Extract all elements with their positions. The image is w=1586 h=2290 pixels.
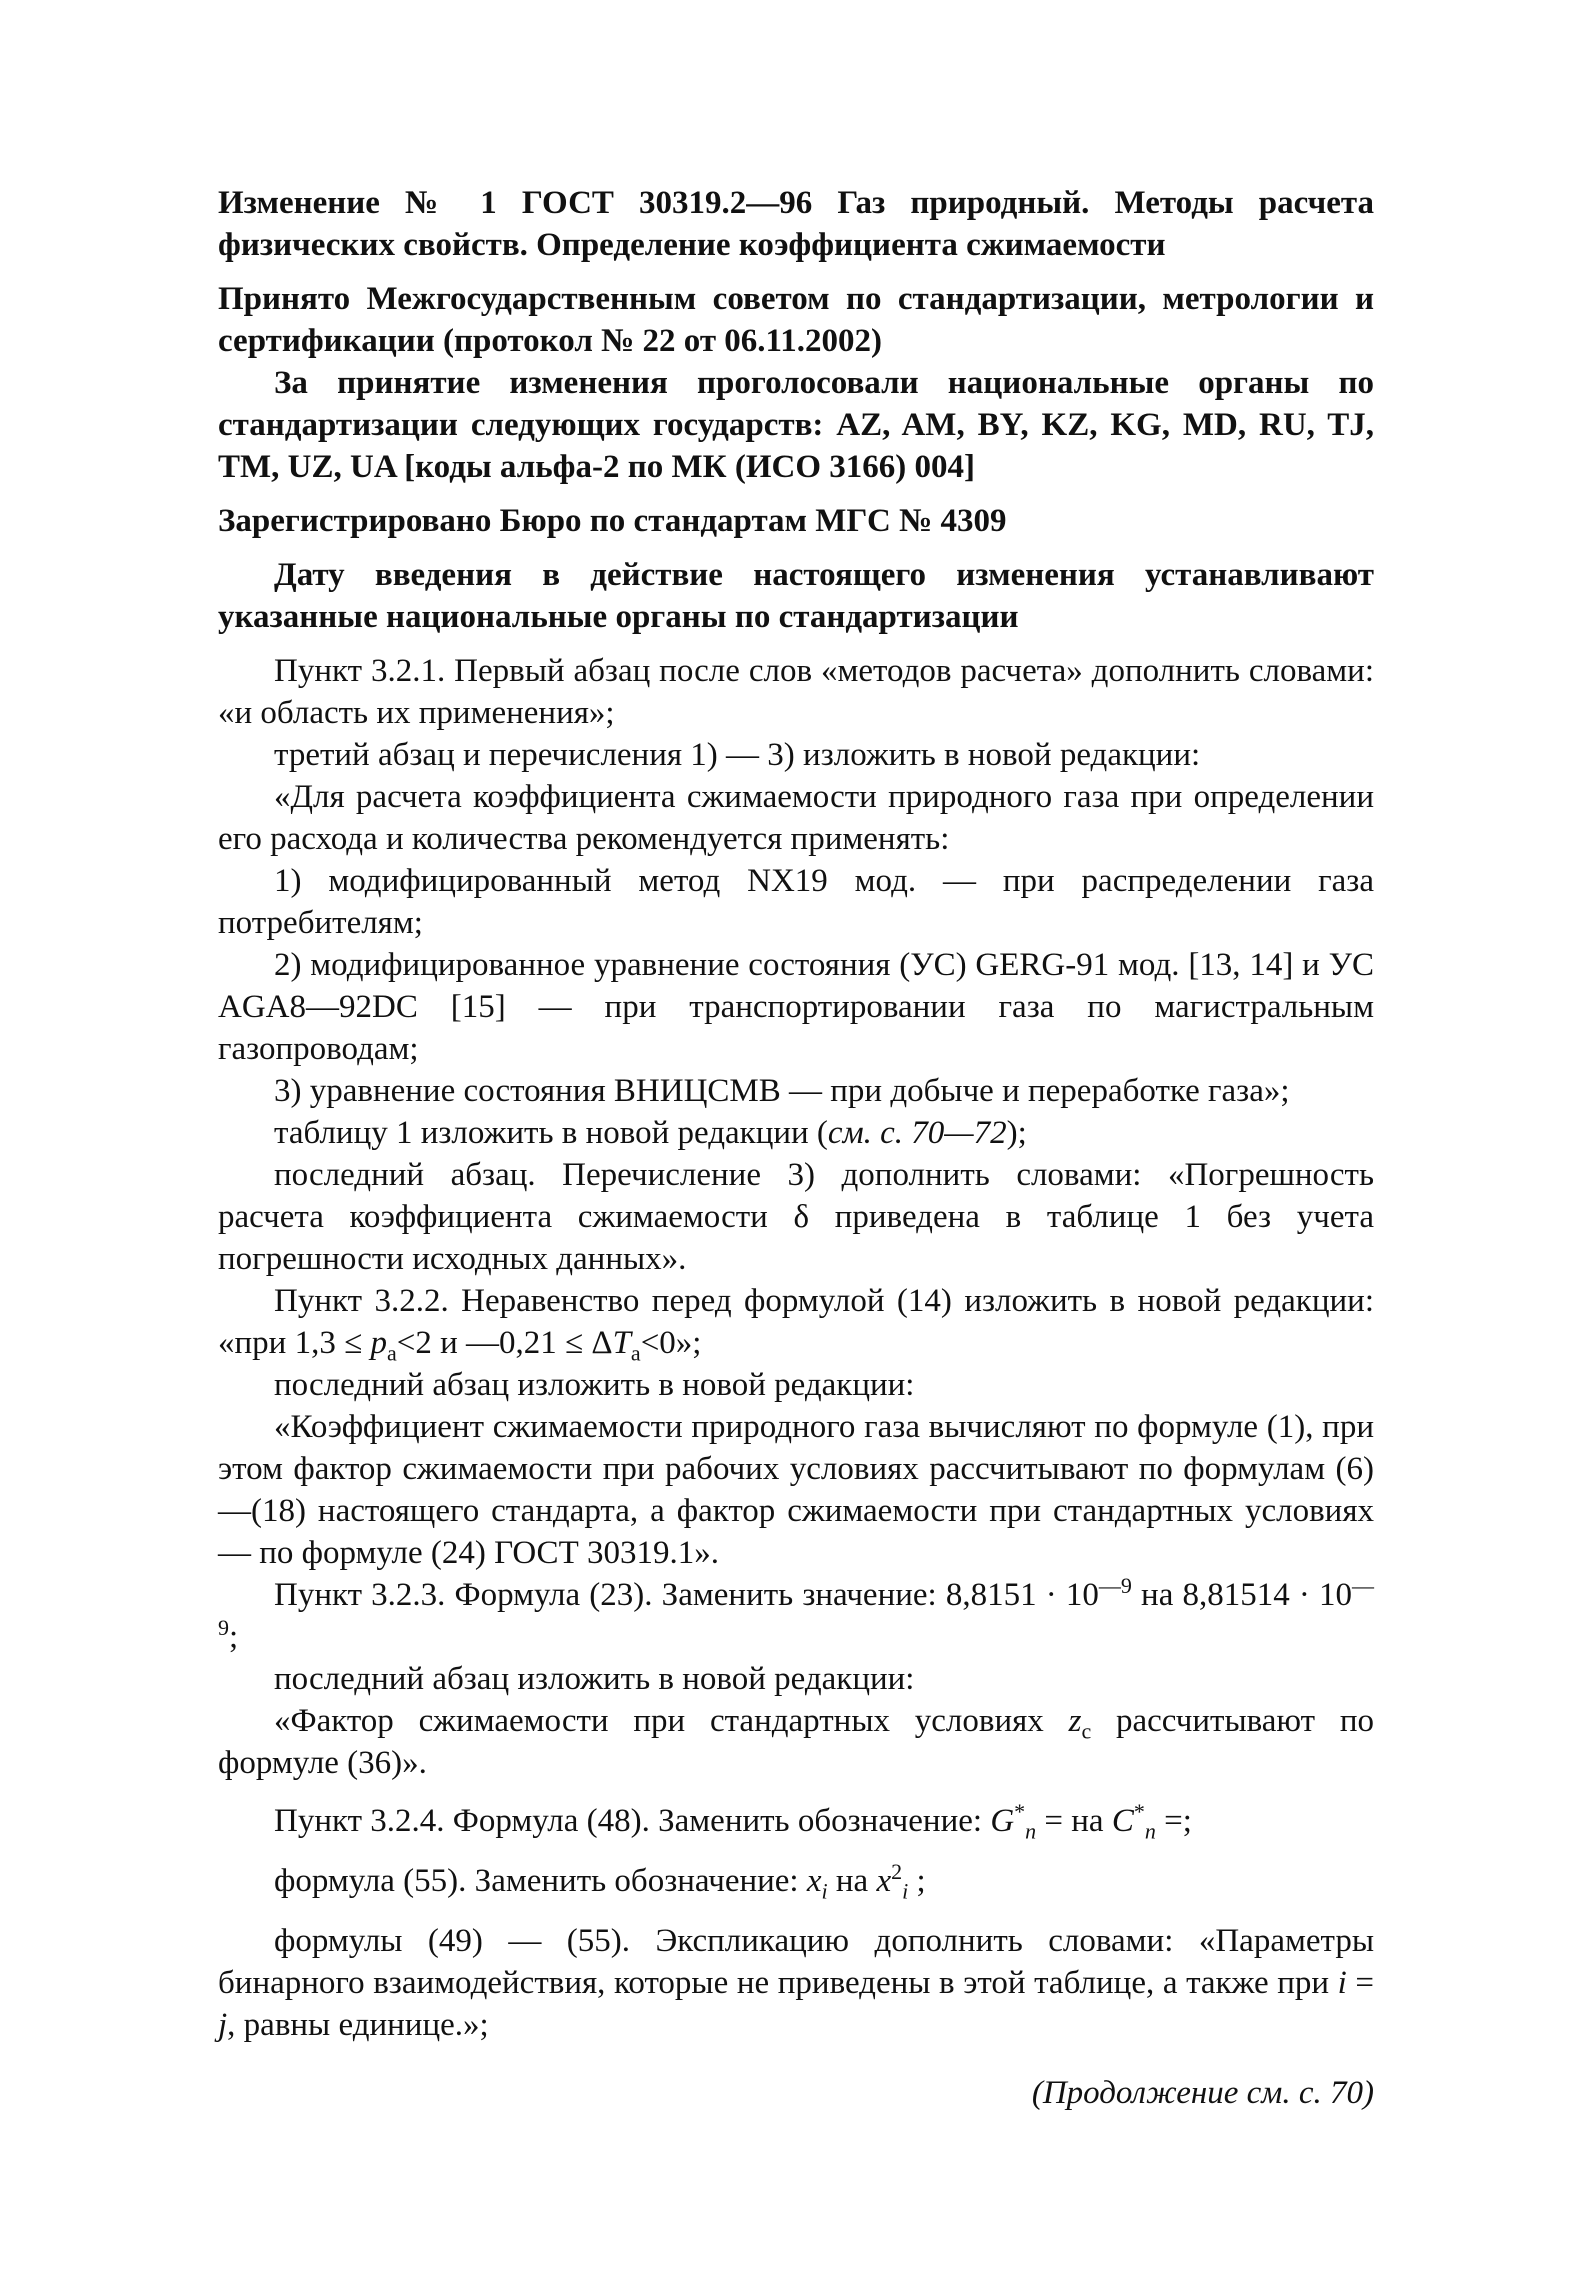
formulas-49-55-note: формулы (49) — (55). Экспликацию дополнить словами: «Параметры бинарного взаимодействия, которые не приведены в этой таблице, а также при i = j, равны единице.»; bbox=[218, 1923, 1374, 2043]
paragraph-third-abzac: третий абзац и перечисления 1) — 3) изложить в новой редакции: bbox=[274, 737, 1201, 773]
document-page bbox=[218, 182, 1374, 2114]
list-item-3: 3) уравнение состояния ВНИЦСМВ — при добыче и переработке газа»; bbox=[274, 1073, 1290, 1109]
continuation-note: (Продолжение см. с. 70) bbox=[1031, 2075, 1374, 2111]
voted-note: За принятие изменения проголосовали национальные органы по стандартизации следующих государств: AZ, AM, BY, KZ, KG, MD, RU, TJ, TM, UZ, UA [коды альфа-2 по МК (ИСО 3166) 004] bbox=[218, 365, 1374, 485]
standard-conditions-factor: «Фактор сжимаемости при стандартных условиях $z_c$ рассчитывают по формуле (36)». bbox=[218, 1703, 1374, 1781]
amendment-title: Изменение № 1 ГОСТ 30319.2—96 Газ природный. Методы расчета физических свойств. Определение коэффициента сжимаемости bbox=[218, 185, 1374, 263]
adopted-note: Принято Межгосударственным советом по стандартизации, метрологии и сертификации (протокол № 22 от 06.11.2002) bbox=[218, 281, 1374, 359]
last-abzac-new-edition: последний абзац изложить в новой редакции: bbox=[274, 1367, 915, 1403]
list-item-2: 2) модифицированное уравнение состояния (УС) GERG-91 мод. [13, 14] и УС AGA8—92DC [15] — при транспортировании газа по магистральным газопроводам; bbox=[218, 947, 1374, 1067]
page-reference: см. с. 70—72 bbox=[827, 1115, 1007, 1151]
effective-date-note: Дату введения в действие настоящего изменения устанавливают указанные национальные органы по стандартизации bbox=[218, 557, 1374, 635]
registration-note: Зарегистрировано Бюро по стандартам МГС № 4309 bbox=[218, 503, 1007, 539]
new-text-intro: «Для расчета коэффициента сжимаемости природного газа при определении его расхода и количества рекомендуется применять: bbox=[218, 779, 1374, 857]
clause-3-2-2: Пункт 3.2.2. Неравенство перед формулой (14) изложить в новой редакции: «при $1,3 \le p_а<2$ и —0,21 ≤ $\Delta T_а<0$»; bbox=[218, 1283, 1374, 1366]
last-abzac-new-edition-2: последний абзац изложить в новой редакции: bbox=[274, 1661, 915, 1697]
clause-3-2-4: Пункт 3.2.4. Формула (48). Заменить обозначение: $G^*_n$ = на $C^*_n$ =; bbox=[274, 1799, 1192, 1844]
list-item-1: 1) модифицированный метод NX19 мод. — при распределении газа потребителям; bbox=[218, 863, 1374, 941]
compressibility-formula-text: «Коэффициент сжимаемости природного газа вычисляют по формуле (1), при этом фактор сжимаемости при рабочих условиях рассчитывают по формулам (6)—(18) настоящего стандарта, а фактор сжимаемости при стандартных условиях — по формуле (24) ГОСТ 30319.1». bbox=[218, 1409, 1374, 1571]
clause-3-2-1: Пункт 3.2.1. Первый абзац после слов «методов расчета» дополнить словами: «и область их применения»; bbox=[218, 653, 1374, 731]
last-abzac-addition: последний абзац. Перечисление 3) дополнить словами: «Погрешность расчета коэффициента сжимаемости δ приведена в таблице 1 без учета погрешности исходных данных». bbox=[218, 1157, 1374, 1277]
formula-55-note: формула (55). Заменить обозначение: $x_i$ на $x^2_i$ ; bbox=[274, 1859, 926, 1904]
clause-3-2-3: Пункт 3.2.3. Формула (23). Заменить значение: $8,8151 \cdot 10^{—9}$ на $8,81514 \cdot 10^{—9}$; bbox=[218, 1573, 1375, 1655]
table-1-instruction: таблицу 1 изложить в новой редакции (см. с. 70—72); bbox=[274, 1115, 1027, 1151]
